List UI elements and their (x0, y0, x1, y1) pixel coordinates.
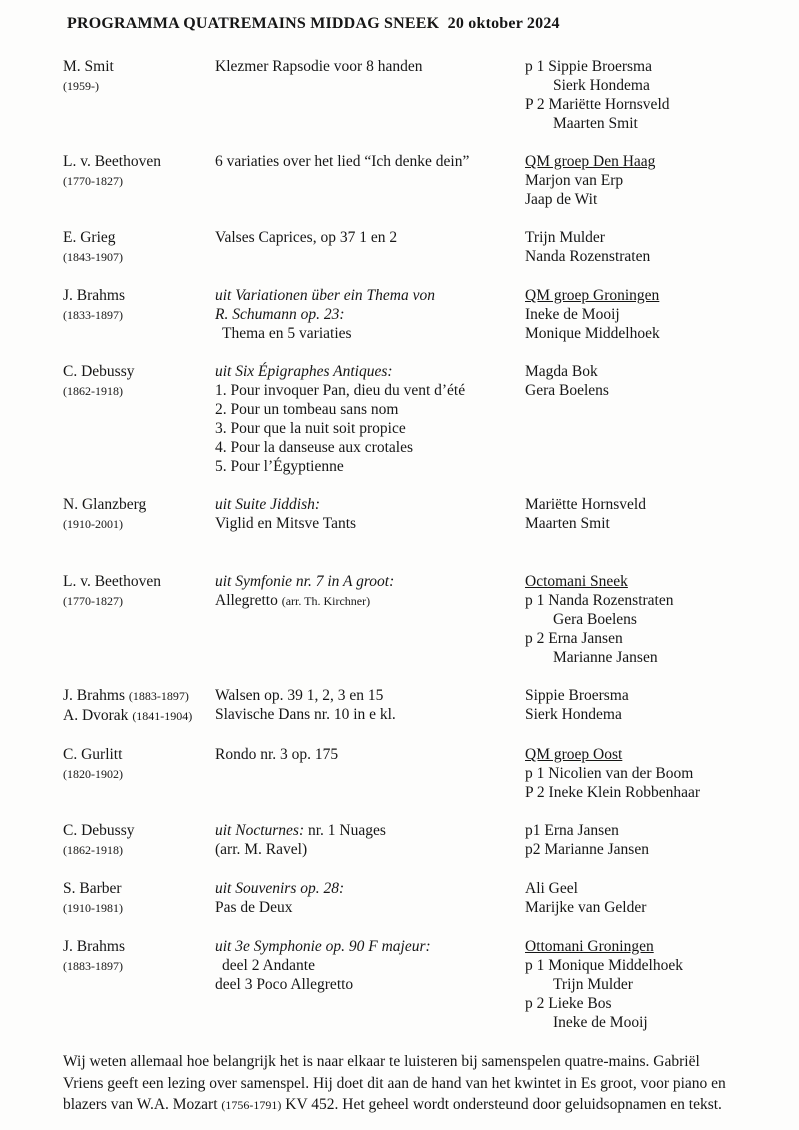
text-segment: Mariëtte Hornsveld (525, 496, 646, 513)
performer-line (525, 324, 743, 343)
text-segment: S. Barber (63, 880, 122, 897)
program-row (63, 821, 743, 860)
ensemble-name: QM groep Groningen (525, 287, 660, 304)
performers-column (525, 937, 743, 1032)
piece-column (215, 686, 525, 724)
piece-column (215, 152, 525, 171)
composer-line (63, 764, 215, 784)
piece-line (215, 591, 525, 611)
composer-line (63, 247, 215, 267)
text-segment: Trijn Mulder (553, 976, 633, 993)
composer-line (63, 937, 215, 956)
text-segment: (1820-1902) (63, 767, 123, 781)
piece-line (215, 514, 525, 533)
text-segment: uit Symfonie nr. 7 in A groot: (215, 573, 395, 590)
piece-line (215, 381, 525, 400)
program-row (63, 879, 743, 918)
performer-line (525, 937, 743, 956)
text-segment: 6 variaties over het lied “Ich denke dein” (215, 153, 470, 170)
text-segment: p 1 Nanda Rozenstraten (525, 592, 674, 609)
ensemble-name: Ottomani Groningen (525, 938, 654, 955)
closing-paragraph (63, 1051, 743, 1117)
text-segment: (1862-1918) (63, 843, 123, 857)
piece-line (215, 419, 525, 438)
text-segment: uit 3e Symphonie op. 90 F majeur: (215, 938, 431, 955)
text-segment: Slavische Dans nr. 10 in e kl. (215, 706, 396, 723)
composer-line (63, 228, 215, 247)
composer-column (63, 152, 215, 191)
composer-column (63, 745, 215, 784)
composer-column (63, 57, 215, 96)
piece-column (215, 745, 525, 764)
performers-column (525, 745, 743, 802)
performer-line (525, 228, 743, 247)
text-segment: Ineke de Mooij (525, 306, 620, 323)
text-segment: (1770-1827) (63, 594, 123, 608)
piece-line (215, 495, 525, 514)
program-row (63, 937, 743, 1032)
performer-line (525, 1013, 743, 1032)
piece-line (215, 572, 525, 591)
performer-line (525, 686, 743, 705)
piece-line (215, 898, 525, 917)
text-segment: 5. Pour l’Égyptienne (215, 458, 344, 475)
text-segment: Thema en 5 variaties (222, 325, 352, 342)
performer-line (525, 994, 743, 1013)
composer-column (63, 686, 215, 726)
text-segment: (arr. Th. Kirchner) (281, 594, 371, 608)
piece-line (215, 937, 525, 956)
text-segment: L. v. Beethoven (63, 573, 161, 590)
text-segment: deel 3 Poco Allegretto (215, 976, 354, 993)
piece-column (215, 286, 525, 343)
text-segment: p 2 Lieke Bos (525, 995, 612, 1012)
performer-line (525, 362, 743, 381)
performer-line (525, 305, 743, 324)
document-title: PROGRAMMA QUATREMAINS MIDDAG SNEEK 20 oktober 2024 (67, 15, 560, 32)
program-row (63, 745, 743, 802)
text-segment: Marijke van Gelder (525, 899, 647, 916)
performer-line (525, 381, 743, 400)
text-segment: (1833-1897) (63, 308, 123, 322)
program-row (63, 228, 743, 267)
text-segment: (1883-1897) (63, 959, 123, 973)
text-segment: P 2 Mariëtte Hornsveld (525, 96, 670, 113)
performer-line (525, 610, 743, 629)
performer-line (525, 247, 743, 266)
text-segment: 3. Pour que la nuit soit propice (215, 420, 406, 437)
text-segment: uit Variationen über ein Thema von (215, 287, 435, 304)
piece-line (215, 152, 525, 171)
performer-line (525, 705, 743, 724)
text-segment: (1959-) (63, 79, 99, 93)
piece-column (215, 57, 525, 76)
piece-line (215, 821, 525, 840)
performer-line (525, 171, 743, 190)
text-segment: Gera Boelens (553, 611, 637, 628)
program-row (63, 286, 743, 343)
text-segment: p2 Marianne Jansen (525, 841, 649, 858)
performers-column (525, 686, 743, 724)
text-segment: Allegretto (215, 592, 282, 609)
program-row (63, 686, 743, 726)
composer-line (63, 591, 215, 611)
piece-line (215, 457, 525, 476)
text-segment: J. Brahms (63, 687, 129, 704)
text-segment: (1910-1981) (63, 901, 123, 915)
performer-line (525, 975, 743, 994)
ensemble-name: QM groep Oost (525, 746, 623, 763)
text-segment: p 1 Sippie Broersma (525, 58, 652, 75)
text-segment: p 2 Erna Jansen (525, 630, 623, 647)
text-segment: 1. Pour invoquer Pan, dieu du vent d’été (215, 382, 466, 399)
text-segment: C. Debussy (63, 822, 135, 839)
composer-line (63, 821, 215, 840)
text-segment: Pas de Deux (215, 899, 293, 916)
piece-line (215, 840, 525, 859)
piece-column (215, 821, 525, 859)
text-segment: L. v. Beethoven (63, 153, 161, 170)
text-segment: uit Souvenirs op. 28: (215, 880, 345, 897)
text-segment: Valses Caprices, op 37 1 en 2 (215, 229, 398, 246)
text-segment: uit Six Épigraphes Antiques: (215, 363, 393, 380)
text-segment: KV 452. Het geheel wordt ondersteund door geluidsopnamen en tekst. (281, 1096, 722, 1113)
performer-line (525, 152, 743, 171)
piece-column (215, 879, 525, 917)
composer-line (63, 57, 215, 76)
composer-line (63, 171, 215, 191)
program-row (63, 495, 743, 534)
piece-line (215, 956, 525, 975)
performer-line (525, 114, 743, 133)
piece-line (215, 879, 525, 898)
text-segment: Maarten Smit (553, 115, 638, 132)
piece-line (215, 745, 525, 764)
composer-line (63, 152, 215, 171)
performer-line (525, 840, 743, 859)
composer-column (63, 286, 215, 325)
performer-line (525, 783, 743, 802)
composer-column (63, 937, 215, 976)
text-segment: Rondo nr. 3 op. 175 (215, 746, 339, 763)
composer-line (63, 381, 215, 401)
piece-line (215, 228, 525, 247)
text-segment: p 1 Monique Middelhoek (525, 957, 683, 974)
text-segment: Ineke de Mooij (553, 1014, 648, 1031)
text-segment: Sippie Broersma (525, 687, 629, 704)
text-segment: C. Debussy (63, 363, 135, 380)
text-segment: Trijn Mulder (525, 229, 605, 246)
text-segment: 4. Pour la danseuse aux crotales (215, 439, 413, 456)
text-segment: C. Gurlitt (63, 746, 123, 763)
piece-line (215, 305, 525, 324)
performers-column (525, 152, 743, 209)
text-segment: Nanda Rozenstraten (525, 248, 651, 265)
piece-line (215, 975, 525, 994)
composer-line (63, 362, 215, 381)
text-segment: deel 2 Andante (222, 957, 315, 974)
composer-line (63, 956, 215, 976)
piece-column (215, 228, 525, 247)
text-segment: M. Smit (63, 58, 114, 75)
performer-line (525, 286, 743, 305)
composer-column (63, 362, 215, 401)
composer-line (63, 745, 215, 764)
composer-line (63, 879, 215, 898)
text-segment: E. Grieg (63, 229, 116, 246)
text-segment: (1841-1904) (132, 709, 193, 723)
performers-column (525, 286, 743, 343)
text-segment: J. Brahms (63, 938, 125, 955)
program-row (63, 57, 743, 133)
performers-column (525, 495, 743, 533)
ensemble-name: QM groep Den Haag (525, 153, 656, 170)
piece-line (215, 705, 525, 724)
performer-line (525, 821, 743, 840)
performer-line (525, 745, 743, 764)
composer-line (63, 706, 215, 726)
text-segment: Marjon van Erp (525, 172, 624, 189)
performer-line (525, 76, 743, 95)
program-row (63, 362, 743, 476)
text-segment: Ali Geel (525, 880, 578, 897)
performer-line (525, 629, 743, 648)
performers-column (525, 879, 743, 917)
piece-line (215, 324, 525, 343)
text-segment: (1770-1827) (63, 174, 123, 188)
performer-line (525, 764, 743, 783)
piece-line (215, 286, 525, 305)
text-segment: (1910-2001) (63, 517, 123, 531)
text-segment: Marianne Jansen (553, 649, 658, 666)
text-segment: P 2 Ineke Klein Robbenhaar (525, 784, 701, 801)
ensemble-name: Octomani Sneek (525, 573, 628, 590)
composer-line (63, 898, 215, 918)
composer-line (63, 76, 215, 96)
text-segment: (1883-1897) (128, 689, 189, 703)
composer-line (63, 686, 215, 706)
piece-line (215, 686, 525, 705)
performers-column (525, 821, 743, 859)
text-segment: N. Glanzberg (63, 496, 147, 513)
text-segment: A. Dvorak (63, 707, 133, 724)
text-segment: Jaap de Wit (525, 191, 598, 208)
performer-line (525, 572, 743, 591)
text-segment: Maarten Smit (525, 515, 610, 532)
program-row (63, 152, 743, 209)
performer-line (525, 495, 743, 514)
composer-line (63, 305, 215, 325)
piece-column (215, 937, 525, 994)
text-segment: J. Brahms (63, 287, 125, 304)
performer-line (525, 57, 743, 76)
text-segment: Viglid en Mitsve Tants (215, 515, 357, 532)
text-segment: p 1 Nicolien van der Boom (525, 765, 694, 782)
text-segment: (1843-1907) (63, 250, 123, 264)
composer-column (63, 228, 215, 267)
piece-line (215, 400, 525, 419)
performers-column (525, 362, 743, 400)
performer-line (525, 648, 743, 667)
text-segment: Gera Boelens (525, 382, 609, 399)
composer-column (63, 821, 215, 860)
text-segment: uit Suite Jiddish: (215, 496, 321, 513)
text-segment: Wij weten allemaal hoe belangrijk het is naar elkaar te luisteren bij samenspelen quatre-mains. Gabriël Vriens geeft een lezing over samenspel. Hij doet dit aan de hand van het kwintet in Es groot, voor piano en blazers van W.A. Mozart (63, 1053, 726, 1113)
text-segment: (1756-1791) (221, 1098, 282, 1112)
composer-line (63, 572, 215, 591)
piece-line (215, 57, 525, 76)
composer-line (63, 840, 215, 860)
performers-column (525, 572, 743, 667)
text-segment: R. Schumann op. 23: (215, 306, 345, 323)
composer-line (63, 495, 215, 514)
piece-column (215, 362, 525, 476)
composer-line (63, 286, 215, 305)
performer-line (525, 95, 743, 114)
performer-line (525, 898, 743, 917)
piece-column (215, 572, 525, 611)
text-segment: 2. Pour un tombeau sans nom (215, 401, 399, 418)
text-segment: Klezmer Rapsodie voor 8 handen (215, 58, 423, 75)
performer-line (525, 514, 743, 533)
piece-column (215, 495, 525, 533)
performer-line (525, 190, 743, 209)
composer-column (63, 572, 215, 611)
piece-line (215, 362, 525, 381)
program-row (63, 572, 743, 667)
performers-column (525, 228, 743, 266)
text-segment: (arr. M. Ravel) (215, 841, 308, 858)
text-segment: Sierk Hondema (553, 77, 650, 94)
text-segment: nr. 1 Nuages (304, 822, 386, 839)
text-segment: (1862-1918) (63, 384, 123, 398)
text-segment: p1 Erna Jansen (525, 822, 619, 839)
performer-line (525, 956, 743, 975)
performer-line (525, 879, 743, 898)
performer-line (525, 591, 743, 610)
text-segment: Magda Bok (525, 363, 598, 380)
text-segment: Monique Middelhoek (525, 325, 660, 342)
performers-column (525, 57, 743, 133)
text-segment: uit Nocturnes: (215, 822, 305, 839)
composer-column (63, 879, 215, 918)
piece-line (215, 438, 525, 457)
text-segment: Sierk Hondema (525, 706, 622, 723)
program-list (63, 57, 743, 1032)
composer-line (63, 514, 215, 534)
text-segment: Walsen op. 39 1, 2, 3 en 15 (215, 687, 384, 704)
composer-column (63, 495, 215, 534)
